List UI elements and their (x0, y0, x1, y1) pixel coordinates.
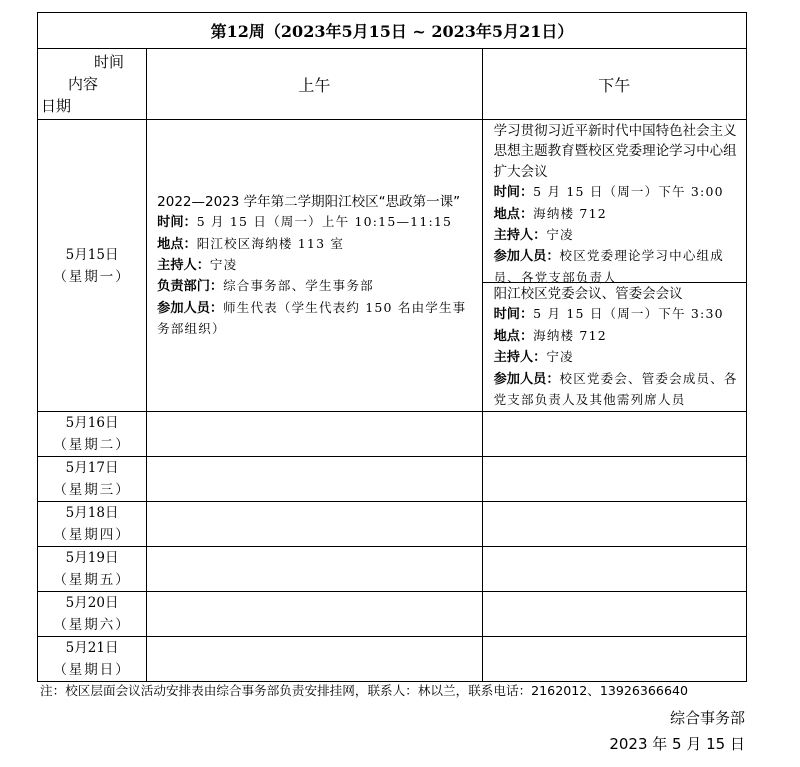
date-cell (38, 412, 147, 457)
day-row-monday (38, 120, 747, 412)
date-label: 5月17日 (65, 460, 119, 477)
weekday-label: （星期一） (53, 268, 131, 285)
corner-label-date: 日期 (41, 97, 72, 115)
week-title: 第12周（2023年5月15日 ~ 2023年5月21日） (38, 13, 747, 49)
date-cell (38, 547, 147, 592)
event-field-attendees: 参加人员：师生代表（学生代表约 150 名由学生事务部组织） (157, 299, 467, 337)
day-row-saturday (38, 592, 747, 637)
morning-cell (147, 412, 482, 457)
weekday-label: （星期四） (53, 527, 131, 544)
date-label: 5月16日 (65, 415, 119, 432)
weekday-label: （星期六） (53, 617, 131, 634)
event-field-location: 地点：海纳楼 712 (493, 327, 607, 344)
day-row-sunday (38, 637, 747, 682)
date-label: 5月21日 (65, 640, 119, 657)
corner-header-cell (38, 49, 147, 120)
event-field-time: 时间：5 月 15 日（周一）上午 10:15—11:15 (157, 214, 453, 231)
date-cell (38, 457, 147, 502)
day-row-friday (38, 547, 747, 592)
date-label: 5月19日 (65, 550, 119, 567)
date-label: 5月18日 (65, 505, 119, 522)
date-cell (38, 592, 147, 637)
corner-label-time: 时间 (94, 53, 125, 71)
weekday-label: （星期日） (53, 662, 131, 679)
afternoon-cell (482, 412, 746, 457)
corner-label-content: 内容 (68, 75, 99, 93)
date-cell (38, 637, 147, 682)
event-title: 2022—2023 学年第二学期阳江校区“思政第一课” (157, 193, 461, 210)
afternoon-header: 下午 (482, 49, 746, 120)
afternoon-cell (482, 502, 746, 547)
event-field-location: 地点：海纳楼 712 (493, 205, 607, 222)
afternoon-cell (482, 457, 746, 502)
day-row-thursday (38, 502, 747, 547)
date-label: 5月15日 (65, 246, 119, 263)
event-field-host: 主持人：宁凌 (493, 349, 574, 366)
event-field-department: 负责部门：综合事务部、学生事务部 (157, 278, 374, 295)
morning-cell (147, 120, 482, 412)
event-title: 学习贯彻习近平新时代中国特色社会主义思想主题教育暨校区党委理论学习中心组扩大会议 (493, 123, 737, 180)
date-cell (38, 502, 147, 547)
morning-cell (147, 457, 482, 502)
signature-date: 2023 年 5 月 15 日 (609, 735, 745, 753)
signature-department: 综合事务部 (669, 709, 745, 727)
morning-header: 上午 (147, 49, 482, 120)
date-cell (38, 120, 147, 412)
weekday-label: （星期三） (53, 482, 131, 499)
event-entry (147, 191, 481, 341)
day-row-tuesday (38, 412, 747, 457)
event-field-time: 时间：5 月 15 日（周一）下午 3:30 (493, 306, 724, 323)
date-label: 5月20日 (65, 595, 119, 612)
weekday-label: （星期二） (53, 437, 131, 454)
morning-cell (147, 592, 482, 637)
event-entry (483, 283, 746, 411)
event-field-attendees: 参加人员：校区党委理论学习中心组成员、各党支部负责人 (493, 248, 724, 285)
event-field-location: 地点：阳江校区海纳楼 113 室 (157, 235, 345, 252)
footnote: 注：校区层面会议活动安排表由综合事务部负责安排挂网，联系人：林以兰，联系电话：2162012、13926366640 (40, 683, 688, 698)
event-field-host: 主持人：宁凌 (493, 227, 574, 244)
afternoon-cell (482, 592, 746, 637)
afternoon-cell (482, 637, 746, 682)
weekday-label: （星期五） (53, 572, 131, 589)
event-field-attendees: 参加人员：校区党委会、管委会成员、各党支部负责人及其他需列席人员 (493, 370, 738, 408)
afternoon-cell (482, 547, 746, 592)
event-title: 阳江校区党委会议、管委会会议 (493, 286, 683, 302)
day-row-wednesday (38, 457, 747, 502)
event-field-time: 时间：5 月 15 日（周一）下午 3:00 (493, 184, 724, 201)
morning-cell (147, 547, 482, 592)
event-field-host: 主持人：宁凌 (157, 257, 238, 274)
morning-cell (147, 637, 482, 682)
morning-cell (147, 502, 482, 547)
weekly-schedule-table (37, 12, 747, 682)
afternoon-cell (482, 120, 746, 412)
event-entry (483, 120, 746, 283)
